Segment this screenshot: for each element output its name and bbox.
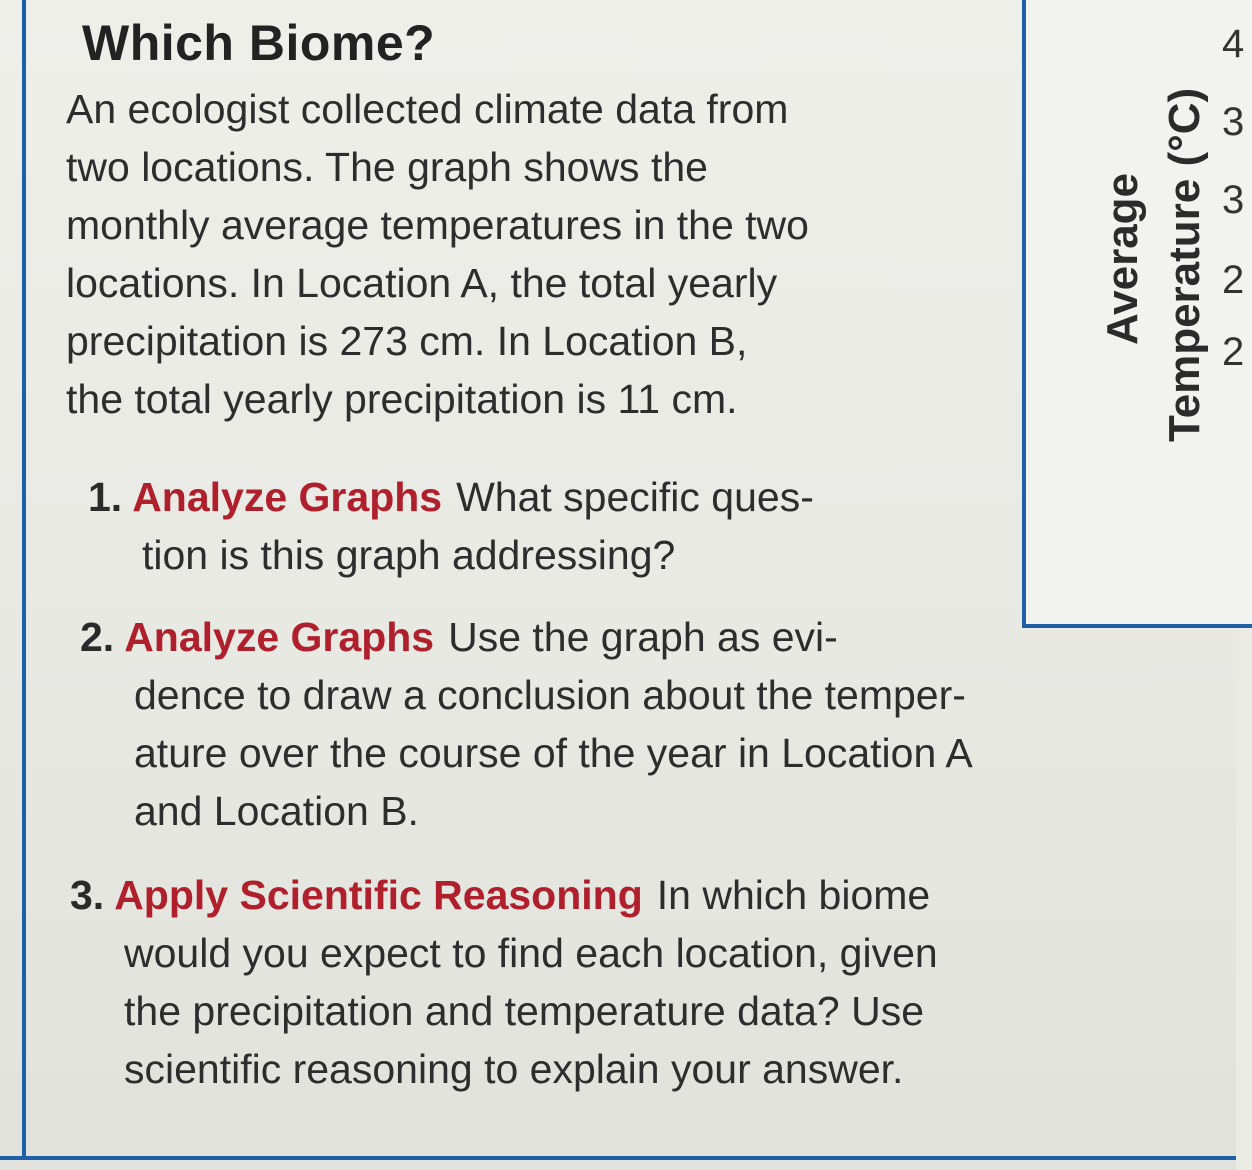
y-tick-label: 3	[1222, 178, 1245, 222]
question-number: 3.	[70, 872, 105, 918]
question-text: would you expect to find each location, given	[124, 930, 938, 976]
question-heading: Analyze Graphs	[132, 474, 443, 520]
question-text: scientific reasoning to explain your answer.	[124, 1046, 904, 1092]
y-axis-label-line2: Temperature (°C)	[1160, 87, 1209, 442]
question-heading: Apply Scientific Reasoning	[114, 872, 643, 918]
question-text: dence to draw a conclusion about the temper-	[134, 672, 966, 718]
bottom-border-rule	[0, 1156, 1236, 1160]
y-axis-label-line1: Average	[1098, 172, 1147, 345]
question-text: In which biome	[656, 872, 931, 918]
question-text: What specific ques-	[456, 474, 814, 520]
intro-line: two locations. The graph shows the	[66, 144, 708, 190]
intro-line: monthly average temperatures in the two	[66, 202, 809, 248]
y-tick-label: 4	[1222, 22, 1245, 66]
question-text: the precipitation and temperature data? Use	[124, 988, 925, 1034]
intro-paragraph	[66, 80, 946, 428]
question-text: Use the graph as evi-	[448, 614, 838, 660]
question-heading: Analyze Graphs	[124, 614, 435, 660]
question-2	[80, 608, 973, 840]
intro-line: precipitation is 273 cm. In Location B,	[66, 318, 748, 364]
y-tick-label: 2	[1222, 258, 1245, 302]
question-text: tion is this graph addressing?	[142, 532, 676, 578]
left-border-rule	[22, 0, 26, 1160]
page-title: Which Biome?	[82, 15, 436, 71]
question-text: and Location B.	[134, 788, 419, 834]
question-1	[88, 468, 814, 584]
question-number: 1.	[88, 474, 123, 520]
y-tick-label: 2	[1222, 330, 1245, 374]
y-tick-label: 3	[1222, 100, 1245, 144]
intro-line: An ecologist collected climate data from	[66, 86, 789, 132]
intro-line: locations. In Location A, the total yearly	[66, 260, 778, 306]
question-number: 2.	[80, 614, 115, 660]
graph-panel	[1022, 0, 1252, 628]
question-text: ature over the course of the year in Location A	[134, 730, 973, 776]
intro-line: the total yearly precipitation is 11 cm.	[66, 376, 738, 422]
question-3	[70, 866, 938, 1098]
